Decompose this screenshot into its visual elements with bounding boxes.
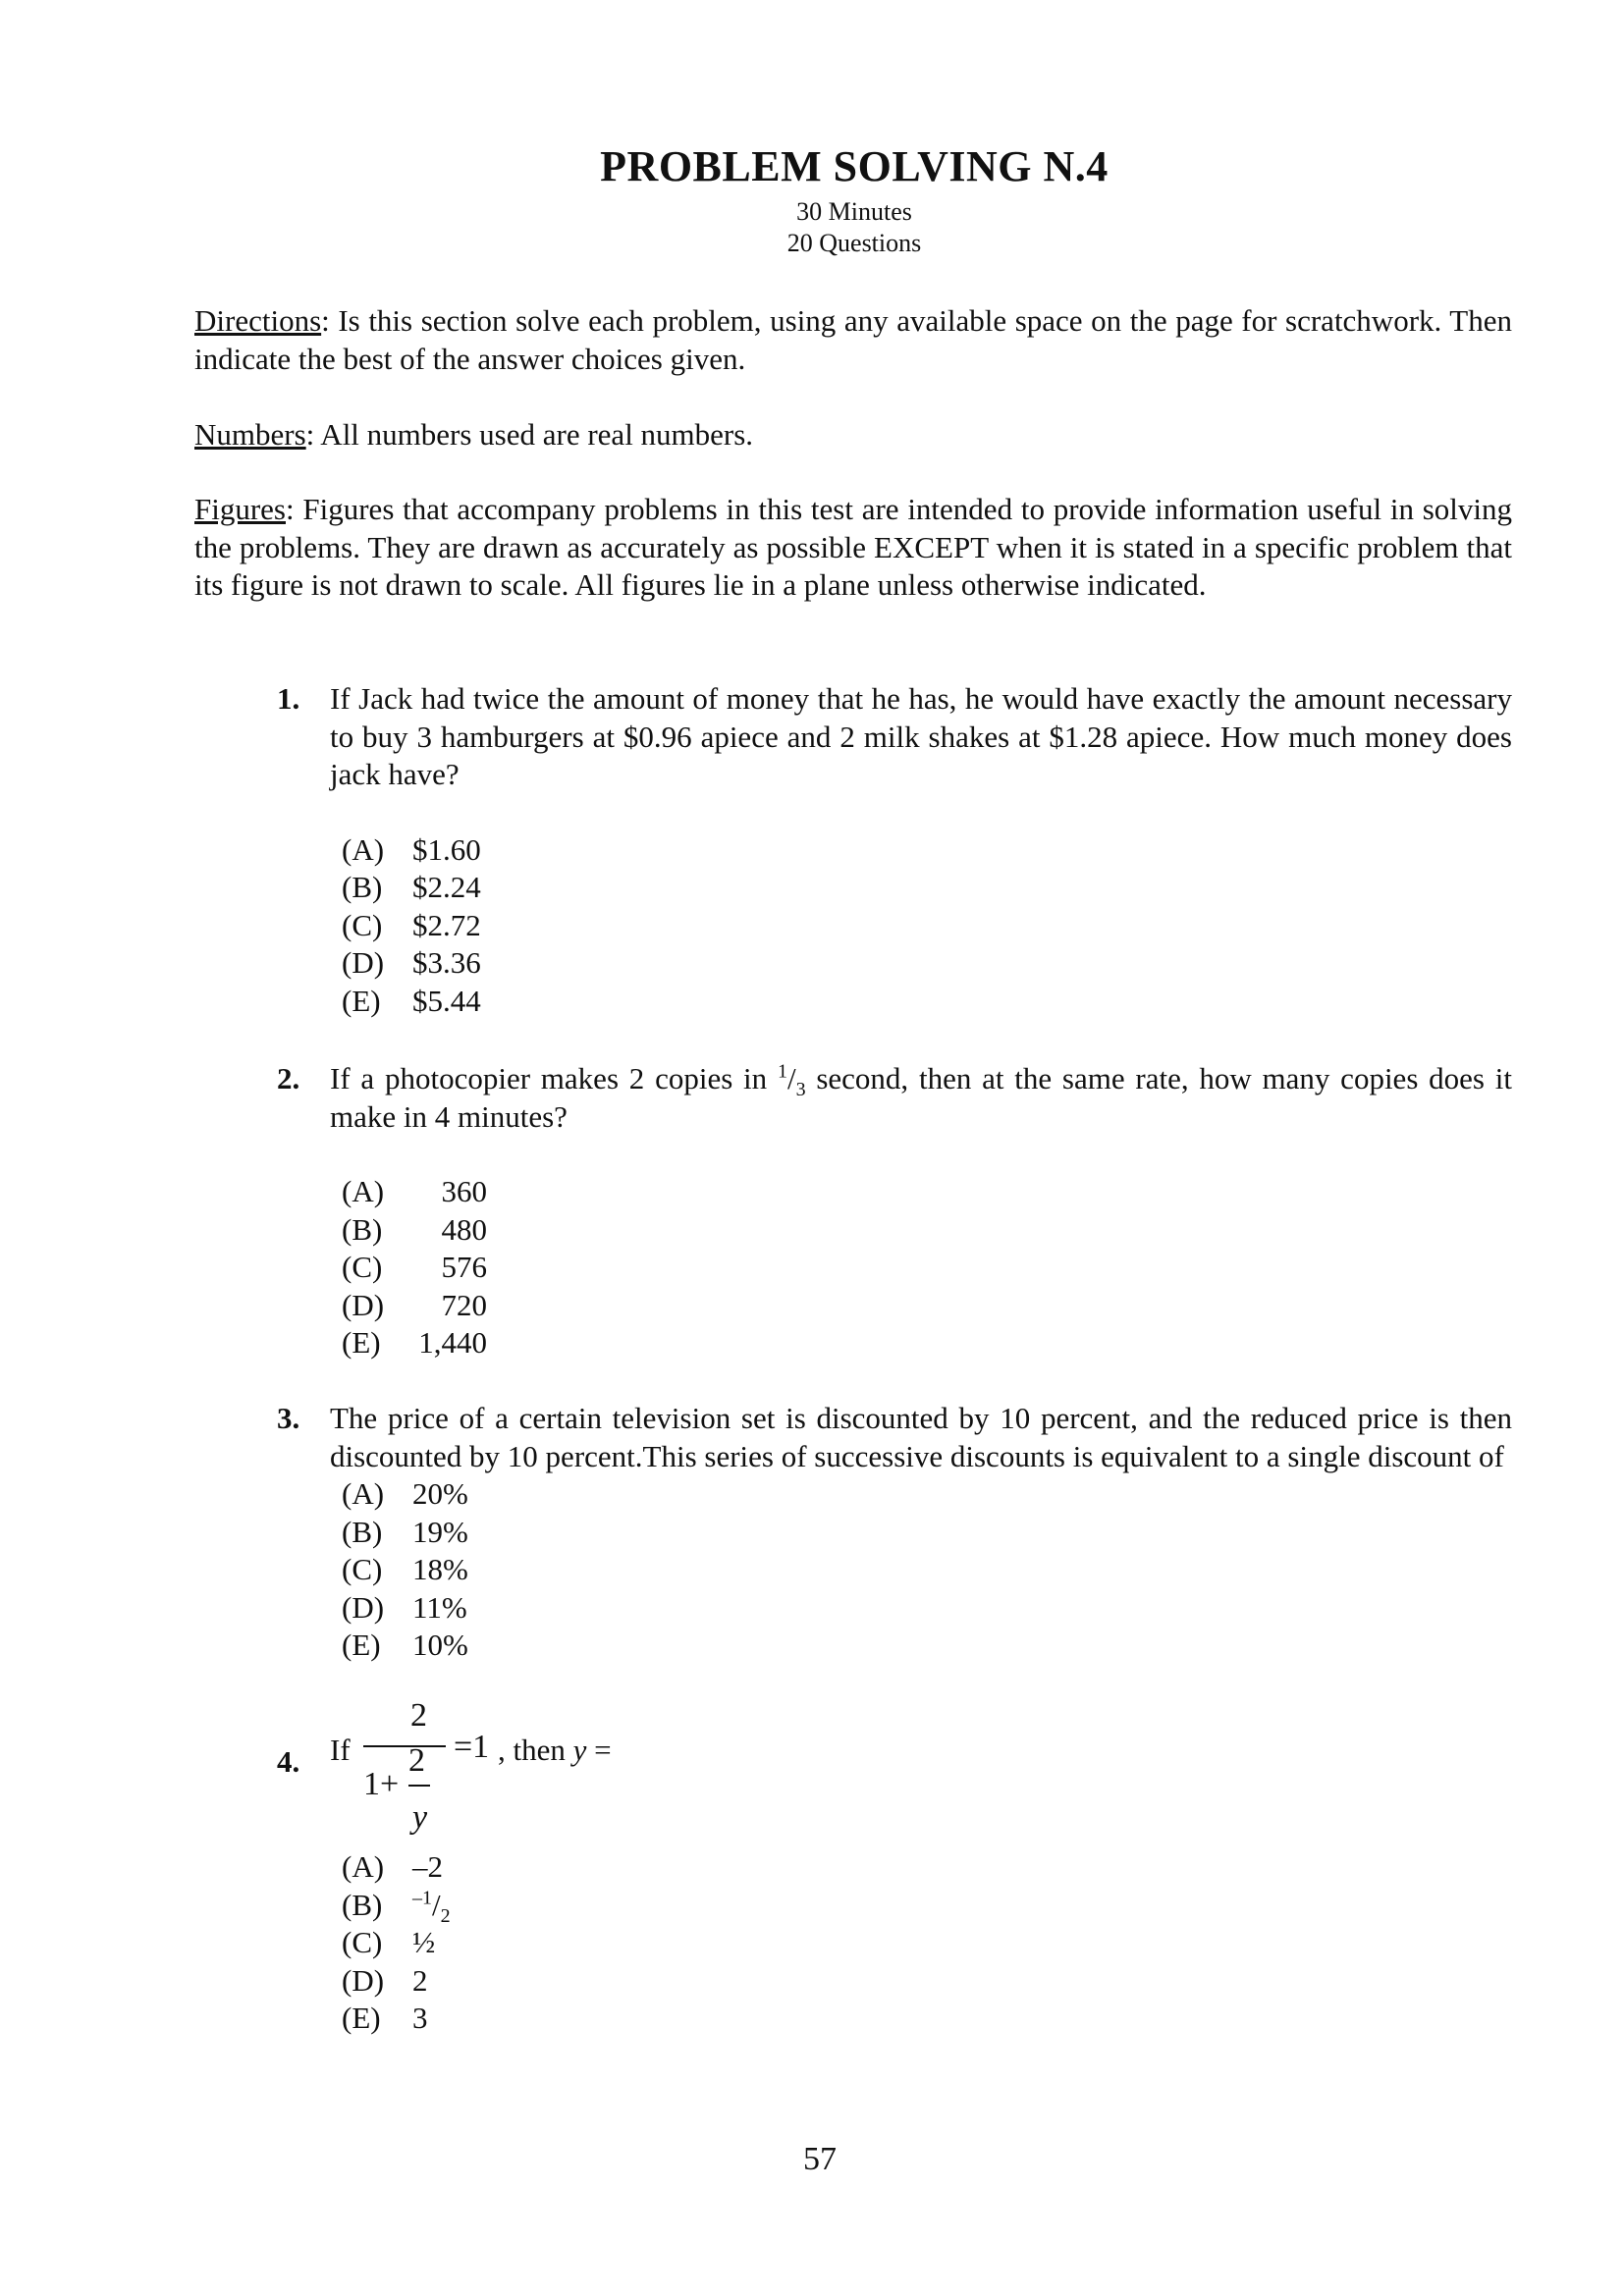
fraction-numerator: 1 — [777, 1060, 787, 1083]
answer-choice — [342, 2000, 451, 2038]
choice-letter: (C) — [342, 1250, 383, 1284]
question-text-before: If a photocopier makes 2 copies in — [330, 1061, 778, 1095]
choice-letter: (C) — [342, 907, 383, 942]
section-question-count: 20 Questions — [786, 229, 922, 257]
section-title: PROBLEM SOLVING N.4 — [600, 142, 1109, 190]
choice-value: ½ — [412, 1925, 436, 1959]
choice-letter: (B) — [342, 870, 383, 904]
answer-choice — [342, 831, 1512, 870]
question-text: If Jack had twice the amount of money that he has, he would have exactly the amount necessary to buy 3 hamburgers at $0.96 apiece and 2 milk shakes at $1.28 apiece. How much money does jack have? — [330, 681, 1512, 791]
choice-value: $2.72 — [412, 907, 481, 942]
choice-value: $2.24 — [412, 870, 481, 904]
directions-paragraph — [194, 302, 1512, 378]
choice-letter: (E) — [342, 1628, 381, 1662]
question-3 — [277, 1400, 1512, 1665]
answer-choice — [342, 907, 1512, 945]
choice-letter: (D) — [342, 1589, 385, 1625]
question-1 — [277, 680, 1512, 1020]
choice-letter: (D) — [342, 1287, 385, 1322]
question-number: 2. — [277, 1061, 300, 1095]
answer-choice — [342, 1848, 451, 1887]
choice-letter: (E) — [342, 1325, 381, 1360]
answer-choice — [342, 1475, 1512, 1514]
page-number: 57 — [803, 2141, 837, 2177]
numbers-text: : All numbers used are real numbers. — [305, 417, 754, 452]
choice-letter: (D) — [342, 945, 385, 980]
choice-value — [412, 1887, 451, 1925]
answer-choice — [342, 869, 1512, 907]
if-word: If — [330, 1733, 351, 1767]
fraction-bar — [363, 1745, 446, 1747]
fraction-numerator: 2 — [410, 1697, 427, 1734]
choice-letter: (A) — [342, 831, 385, 867]
numbers-label: Numbers — [194, 417, 306, 452]
section-duration: 30 Minutes — [796, 197, 912, 226]
fraction-denominator: 2 — [440, 1904, 451, 1927]
answer-choice — [342, 1514, 1512, 1552]
answer-choice — [342, 1173, 1512, 1211]
inner-fraction-numerator: 2 — [408, 1742, 425, 1779]
question-text — [330, 1060, 1512, 1136]
answer-choice — [342, 1589, 1512, 1628]
choice-value: 20% — [412, 1476, 468, 1511]
question-number: 1. — [277, 681, 300, 716]
answer-choice — [342, 1887, 451, 1925]
answer-choice — [342, 1962, 451, 2001]
choice-value: 3 — [412, 2001, 428, 2035]
fraction-denominator: 3 — [795, 1079, 806, 1101]
figures-paragraph — [194, 491, 1512, 605]
question-text-after: second, then at the same rate, how many copies does it make in 4 minutes? — [330, 1061, 1512, 1134]
equals-sign: = — [586, 1733, 612, 1767]
directions-text: : Is this section solve each problem, using any available space on the page for scratchwork. Then indicate the best of the answer choices given. — [194, 303, 1512, 376]
question-number: 3. — [277, 1401, 300, 1435]
answer-choice — [342, 1924, 451, 1962]
choice-letter: (A) — [342, 1476, 385, 1511]
figures-text: : Figures that accompany problems in this test are intended to provide information useful in solving the problems. They are drawn as accurately as possible EXCEPT when it is stated in a specific problem that its figure is not drawn to scale. All figures lie in a plane unless otherwise indicated. — [194, 492, 1512, 602]
choice-value: 480 — [441, 1211, 487, 1247]
choice-value: –2 — [412, 1849, 443, 1884]
choice-letter: (C) — [342, 1925, 383, 1959]
choice-value: 2 — [412, 1962, 428, 1998]
answer-choice — [342, 1287, 1512, 1325]
fraction-separator: / — [786, 1061, 796, 1095]
choice-letter: (A) — [342, 1174, 385, 1208]
answer-choices — [342, 831, 1512, 1021]
choice-value: 10% — [412, 1628, 468, 1662]
figures-label: Figures — [194, 492, 286, 526]
answer-choice — [342, 944, 1512, 983]
variable-y: y — [572, 1733, 587, 1767]
answer-choice — [342, 1551, 1512, 1589]
inner-fraction-denominator: y — [412, 1799, 428, 1836]
equals-one: =1 — [454, 1729, 490, 1765]
choice-value: 19% — [412, 1514, 468, 1549]
answer-choice — [342, 1324, 1512, 1362]
choice-letter: (B) — [342, 1211, 383, 1247]
complex-fraction-equation — [330, 1697, 723, 1836]
choice-value: $3.36 — [412, 945, 481, 980]
choice-value: 18% — [412, 1552, 468, 1586]
choice-letter: (E) — [342, 2001, 381, 2035]
answer-choice — [342, 1249, 1512, 1287]
choice-letter: (A) — [342, 1849, 385, 1884]
choice-value: $5.44 — [412, 983, 481, 1018]
choice-letter: (D) — [342, 1962, 385, 1998]
choice-value: 576 — [441, 1250, 487, 1284]
inner-fraction-bar — [408, 1785, 430, 1787]
fraction-separator: / — [432, 1887, 441, 1922]
question-number: 4. — [277, 1744, 300, 1779]
choice-value: 360 — [441, 1174, 487, 1208]
choice-value: 1,440 — [418, 1325, 487, 1360]
choice-value: 720 — [441, 1287, 487, 1322]
answer-choices — [342, 1475, 1512, 1665]
then-text: , then — [498, 1733, 573, 1767]
fraction-numerator: –1 — [412, 1887, 432, 1909]
numbers-paragraph — [194, 416, 1512, 454]
choice-letter: (C) — [342, 1552, 383, 1586]
answer-choices — [342, 1848, 451, 2038]
question-text: The price of a certain television set is discounted by 10 percent, and the reduced price is then discounted by 10 percent.This series of successive discounts is equivalent to a single discount of — [330, 1401, 1512, 1473]
answer-choices — [342, 1173, 1512, 1362]
choice-letter: (B) — [342, 1887, 383, 1922]
choice-value: $1.60 — [412, 831, 481, 867]
answer-choice — [342, 1627, 1512, 1665]
then-clause — [498, 1732, 612, 1770]
directions-label: Directions — [194, 303, 322, 338]
choice-letter: (E) — [342, 983, 381, 1018]
answer-choice — [342, 1211, 1512, 1250]
denominator-one-plus: 1+ — [363, 1766, 400, 1802]
choice-value: 11% — [412, 1589, 467, 1625]
question-2 — [277, 1060, 1512, 1362]
choice-letter: (B) — [342, 1514, 383, 1549]
answer-choice — [342, 983, 1512, 1021]
